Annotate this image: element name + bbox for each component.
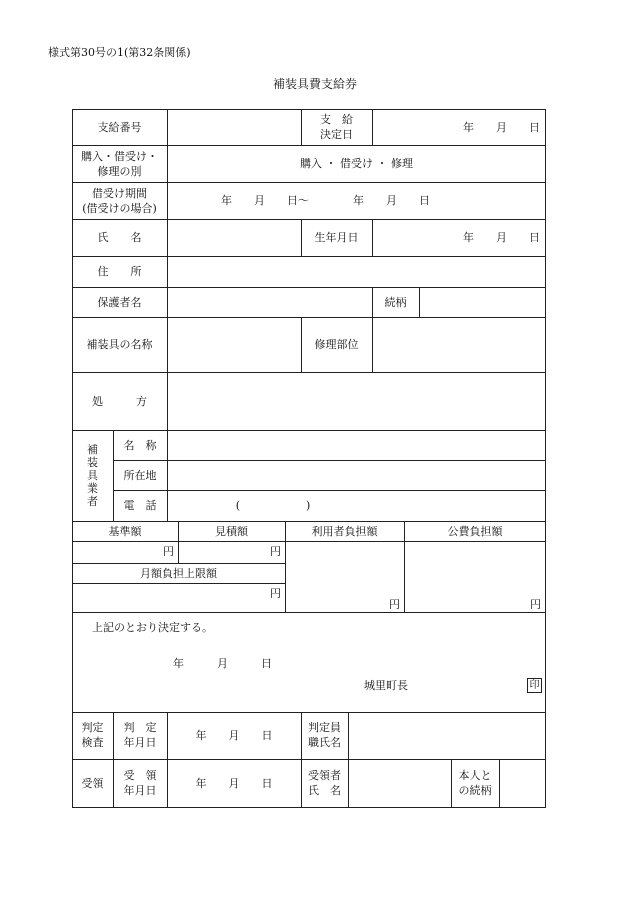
receiver-label-1: 受領者 [308, 769, 341, 782]
receipt-label: 受領 [81, 777, 104, 790]
vendor-location-label: 所在地 [123, 469, 157, 482]
form-title: 補装具費支給券 [272, 77, 357, 91]
birth-date-label: 生年月日 [314, 231, 359, 244]
estimate-amount-label: 見積額 [215, 525, 248, 538]
self-relation-label-2: の続柄 [458, 784, 492, 797]
judgment-label-2: 検査 [81, 736, 104, 749]
public-burden-yen: 円 [530, 598, 541, 611]
public-burden-label: 公費負担額 [447, 525, 503, 538]
mayor-name: 城里町長 [364, 679, 408, 692]
decision-date: 年 月 日 [173, 657, 272, 670]
type-label-2: 修理の別 [97, 165, 142, 178]
form-number: 様式第30号の1(第32条関係) [48, 46, 191, 59]
user-burden-yen: 円 [389, 598, 400, 611]
relation-label: 続柄 [384, 296, 407, 309]
repair-part-label: 修理部位 [314, 338, 359, 351]
official-seal: 印 [527, 678, 542, 693]
judge-label-1: 判定員 [308, 721, 341, 734]
rental-period-value: 年 月 日〜 年 月 日 [221, 194, 430, 207]
rental-period-label-1: 借受け期間 [92, 187, 147, 200]
device-name-label: 補装具の名称 [86, 338, 153, 351]
receipt-date-label-1: 受 領 [123, 769, 157, 782]
standard-amount-label: 基準額 [108, 525, 142, 538]
type-options: 購入 ・ 借受け ・ 修理 [300, 157, 413, 170]
judgment-date-value: 年 月 日 [195, 729, 273, 742]
decision-date-value: 年 月 日 [463, 121, 540, 134]
estimate-amount-yen: 円 [270, 545, 281, 558]
birth-date-value: 年 月 日 [463, 231, 540, 244]
judge-label-2: 職氏名 [308, 736, 341, 749]
support-number-label: 支給番号 [97, 121, 142, 134]
monthly-cap-label: 月額負担上限額 [140, 567, 217, 580]
judgment-date-label-1: 判 定 [123, 721, 157, 734]
self-relation-label-1: 本人と [458, 769, 492, 782]
prescription-label: 処 方 [92, 395, 147, 408]
receipt-date-label-2: 年月日 [123, 784, 157, 797]
guardian-label: 保護者名 [97, 296, 142, 309]
receipt-date-value: 年 月 日 [195, 777, 273, 790]
vendor-phone-paren: ( ) [235, 499, 311, 512]
decision-statement: 上記のとおり決定する。 [92, 621, 213, 634]
receiver-label-2: 氏 名 [308, 784, 341, 797]
decision-date-label-1: 支 給 [320, 113, 353, 126]
vendor-name-label: 名 称 [123, 439, 157, 452]
standard-amount-yen: 円 [163, 545, 174, 558]
rental-period-label-2: (借受けの場合) [82, 202, 157, 215]
decision-date-label-2: 決定日 [320, 128, 353, 141]
vendor-section-label: 補装具業者 [87, 443, 98, 508]
type-label-1: 購入・借受け・ [81, 150, 158, 163]
user-burden-label: 利用者負担額 [311, 525, 378, 538]
judgment-date-label-2: 年月日 [123, 736, 157, 749]
address-label: 住 所 [97, 265, 142, 278]
judgment-label-1: 判定 [81, 721, 104, 734]
monthly-cap-yen: 円 [270, 587, 281, 600]
name-label: 氏 名 [97, 231, 142, 244]
vendor-phone-label: 電 話 [123, 499, 157, 512]
